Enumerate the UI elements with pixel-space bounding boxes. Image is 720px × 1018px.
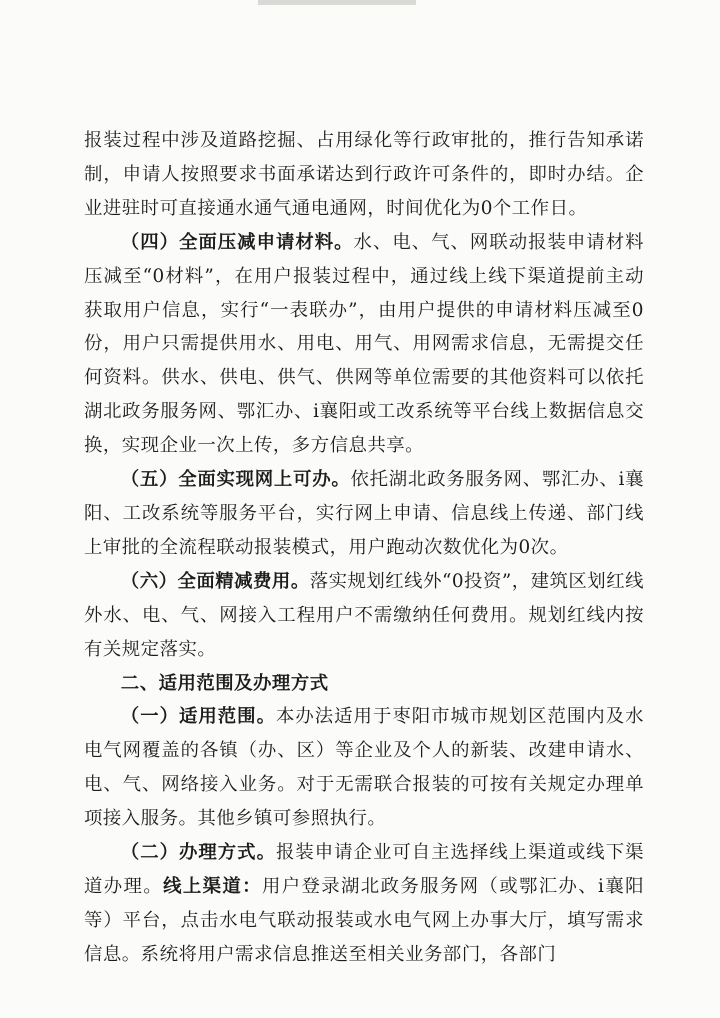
paragraph-continued xyxy=(84,124,644,226)
document-body xyxy=(84,124,644,972)
paragraph-heading: （四）全面压减申请材料。 xyxy=(120,231,354,253)
online-channel-label: 线上渠道： xyxy=(163,875,262,897)
paragraph-text: 报装申请企业可自主选择线上渠道或线下渠道办理。 xyxy=(84,842,644,897)
paragraph-text: 水、电、气、网联动报装申请材料压减至“0材料”，在用户报装过程中，通过线上线下渠道提前主动获取用户信息，实行“一表联办”，由用户提供的申请材料压减至0份，用户只需提供用水、用电、用气、用网需求信息，无需提交任何资料。供水、供电、供气、供网等单位需要的其他资料可以依托湖北政务服务网、鄂汇办、i襄阳或工改系统等平台线上数据信息交换，实现企业一次上传，多方信息共享。 xyxy=(84,231,644,457)
section-heading: 二、适用范围及办理方式 xyxy=(120,672,329,694)
paragraph-text: 依托湖北政务服务网、鄂汇办、i襄阳、工改系统等服务平台，实行网上申请、信息线上传递、部门线上审批的全流程联动报装模式，用户跑动次数优化为0次。 xyxy=(84,469,644,558)
paragraph-heading: （六）全面精减费用。 xyxy=(120,570,310,592)
paragraph-online-service xyxy=(84,463,644,565)
paragraph-heading: （一）适用范围。 xyxy=(120,706,276,728)
paragraph-scope xyxy=(84,700,644,836)
paragraph-reduce-fees xyxy=(84,565,644,667)
paragraph-text: 用户登录湖北政务服务网（或鄂汇办、i襄阳等）平台，点击水电气联动报装或水电气网上办事大厅，填写需求信息。系统将用户需求信息推送至相关业务部门，各部门 xyxy=(84,875,644,965)
paragraph-heading: （二）办理方式。 xyxy=(120,842,276,864)
paragraph-text: 本办法适用于枣阳市城市规划区范围内及水电气网覆盖的各镇（办、区）等企业及个人的新装、改建申请水、电、气、网络接入业务。对于无需联合报装的可按有关规定办理单项接入服务。其他乡镇可参照执行。 xyxy=(84,706,644,830)
paragraph-text: 落实规划红线外“0投资”，建筑区划红线外水、电、气、网接入工程用户不需缴纳任何费用。规划红线内按有关规定落实。 xyxy=(84,570,644,660)
paragraph-heading: （五）全面实现网上可办。 xyxy=(120,469,351,491)
paragraph-text: 报装过程中涉及道路挖掘、占用绿化等行政审批的，推行告知承诺制，申请人按照要求书面承诺达到行政许可条件的，即时办结。企业进驻时可直接通水通气通电通网，时间优化为0个工作日。 xyxy=(84,130,644,219)
scan-edge-mark xyxy=(258,0,416,5)
paragraph-reduce-materials xyxy=(84,226,644,463)
paragraph-procedure xyxy=(84,836,644,972)
